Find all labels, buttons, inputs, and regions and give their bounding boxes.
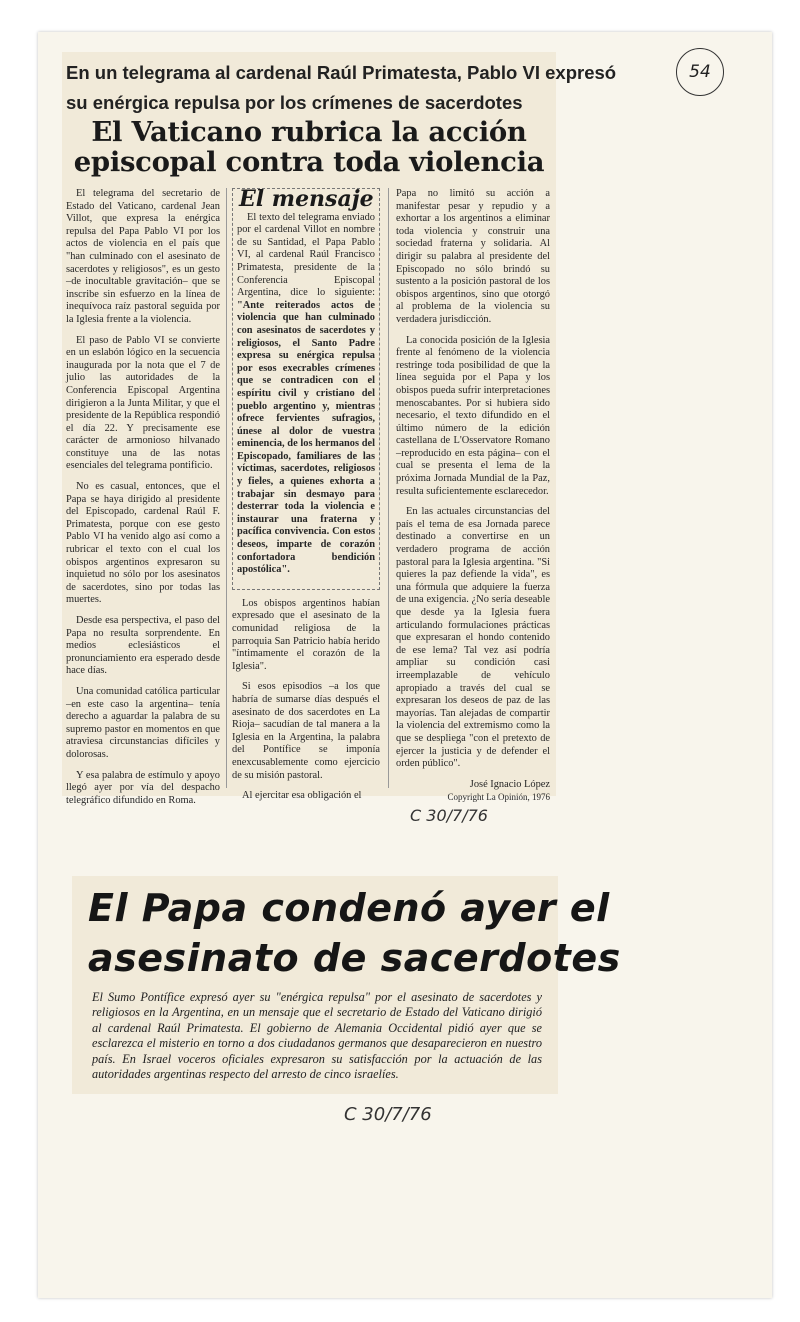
handwritten-date-annotation: C 30/7/76: [410, 806, 488, 825]
paragraph: Y esa palabra de estímulo y apoyo llegó ayer por vía del despacho telegráfico difundido en Roma.: [66, 769, 220, 806]
message-intro-text: El texto del telegrama enviado por el cardenal Villot en nombre de su Santidad, el Papa Pablo VI, al cardenal Raúl Francisco Primatesta, presidente de la Conferencia Episcopal Argentina, dice lo siguiente:: [237, 211, 375, 299]
paragraph: Desde esa perspectiva, el paso del Papa no resulta sorprendente. En medios eclesiásticos el pronunciamiento era esperado desde hace días.: [66, 615, 220, 677]
article1-kicker-line2: su enérgica repulsa por los crímenes de sacerdotes: [66, 92, 523, 113]
article2-headline-line2: asesinato de sacerdotes: [88, 936, 621, 980]
paragraph: Papa no limitó su acción a manifestar pesar y repudio y a exhortar a los argentinos a eliminar toda violencia y construir una sociedad fraterna y solidaria. Al dirigir su palabra al presidente del Episcopado no sólo brindó su sustento a la posición pastoral de los obispos argentinos, sino que otorgó al problema de la violencia su verdadera jurisdicción.: [396, 188, 550, 325]
article1-headline-line1: El Vaticano rubrica la acción: [91, 116, 527, 148]
paragraph: La conocida posición de la Iglesia frente al fenómeno de la violencia restringe toda posibilidad de que la línea seguida por el Papa y los obispos pueda sufrir interpretaciones menoscabantes. Por si hubiera sido necesario, el texto difundido en el último número de la edición castellana de L'Osservatore Romano –reproducido en esta página– con el cual se presenta el lema de la próxima Jornada Mundial de la Paz, resulta suficientemente esclarecedor.: [396, 334, 550, 497]
article1-kicker-line1: En un telegrama al cardenal Raúl Primatesta, Pablo VI expresó: [66, 62, 617, 83]
column-rule: [226, 188, 227, 788]
paragraph: Si esos episodios –a los que habría de sumarse días después el asesinato de dos sacerdotes en La Rioja– sacudían de tal manera a la Iglesia en la Argentina, la palabra del Pontífice se imponía enexcusablemente como ejercicio de su misión pastoral.: [232, 681, 380, 781]
column-rule: [388, 188, 389, 788]
message-box: [232, 188, 380, 590]
paragraph: Una comunidad católica particular –en este caso la argentina– tenía derecho a aguardar la palabra de su supremo pastor en momentos en que atraviesa circunstancias difíciles y dolorosas.: [66, 685, 220, 760]
article2-lead: El Sumo Pontífice expresó ayer su "enérgica repulsa" por el asesinato de sacerdotes y religiosos en la Argentina, en un mensaje que el secretario de Estado del Vaticano dirigió al cardenal Raúl Primatesta. El gobierno de Alemania Occidental pidió ayer que se esclarezca el misterio en torno a dos ciudadanos germanos que desaparecieron en nuestro país. En Israel voceros oficiales expresaron su satisfacción por la actuación de las autoridades argentinas respecto del arresto de cinco israelíes.: [92, 990, 542, 1082]
copyright: Copyright La Opinión, 1976: [447, 792, 550, 803]
paragraph: El telegrama del secretario de Estado del Vaticano, cardenal Jean Villot, que expresa la enérgica repulsa del Papa Pablo VI por los actos de violencia en el país que "han culminado con el asesinato de sacerdotes y religiosos", es un gesto –de inocultable gravitación– que se inscribe sin esfuerzo en la línea de inequívoca raíz pastoral seguida por la Iglesia frente a la violencia.: [66, 188, 220, 325]
article1-headline-line2: episcopal contra toda violencia: [73, 146, 545, 178]
message-box-title: El mensaje: [239, 186, 374, 212]
message-intro: [237, 212, 375, 577]
article1-column-3: [396, 188, 550, 804]
handwritten-date-annotation: C 30/7/76: [344, 1104, 432, 1125]
paragraph: No es casual, entonces, que el Papa se haya dirigido al presidente del Episcopado, cardenal Raúl F. Primatesta, porque con ese gesto Pablo VI ha venido algo así como a rubricar el texto con el cual los obispos argentinos expresaron su inquietud no sólo por los asesinatos de sacerdotes, sino por todas las muertes.: [66, 481, 220, 606]
paragraph: Al ejercitar esa obligación el: [242, 790, 362, 802]
page-number: 54: [676, 48, 724, 96]
message-quote: "Ante reiterados actos de violencia que han culminado con asesinatos de sacerdotes y religiosos, el Santo Padre expresa su enérgica repulsa por esos execrables crímenes que se contradicen con el espíritu civil y cristiano del pueblo argentino y, mientras ofrece fervientes sufragios, únese al dolor de vuestra eminencia, de los hermanos del Episcopado, familiares de las víctimas, sacerdotes, religiosos y fieles, a quienes exhorta a trabajar sin desmayo para desterrar toda la violencia e instaurar una fraterna y pacífica convivencia. Con estos deseos, imparte de corazón confortadora bendición apostólica".: [237, 299, 375, 576]
byline: [396, 779, 550, 804]
article1-column-1: [66, 188, 220, 815]
paragraph: Los obispos argentinos habían expresado que el asesinato de la comunidad religiosa de la parroquia San Patricio había herido "íntimamente el corazón de la Iglesia".: [232, 597, 380, 672]
paragraph: En las actuales circunstancias del país el tema de esa Jornada parece destinado a convertirse en un verdadero programa de acción pastoral para la Iglesia argentina. "Si quieres la paz defiende la vida", es una fórmula que adquiere la fuerza de una exigencia. ¿No sería deseable que desde ya la Iglesia fuera articulando formulaciones prácticas que expresaran el hondo contenido de ese lema? Tal vez así podría ampliar su condición casi irreemplazable de vehículo apropiado a través del cual se expresaran los deseos de paz de las mayorías. Tan alejadas de compartir la violencia del extremismo como la que se despliega "con el pretexto de ejercer la justicia y de defender el orden público".: [396, 506, 550, 770]
article1-column-2: [232, 188, 380, 811]
author: José Ignacio López: [469, 778, 550, 790]
paragraph: El paso de Pablo VI se convierte en un eslabón lógico en la secuencia inaugurada por la nota que el 7 de julio las autoridades de la Conferencia Episcopal Argentina dirigieron a la Junta Militar, y que el presidente de la República respondió el día 22. Y precisamente ese carácter de armonioso hilvanado constituye una de las notas esenciales del telegrama pontificio.: [66, 334, 220, 472]
article2-headline-line1: El Papa condenó ayer el: [88, 886, 610, 930]
